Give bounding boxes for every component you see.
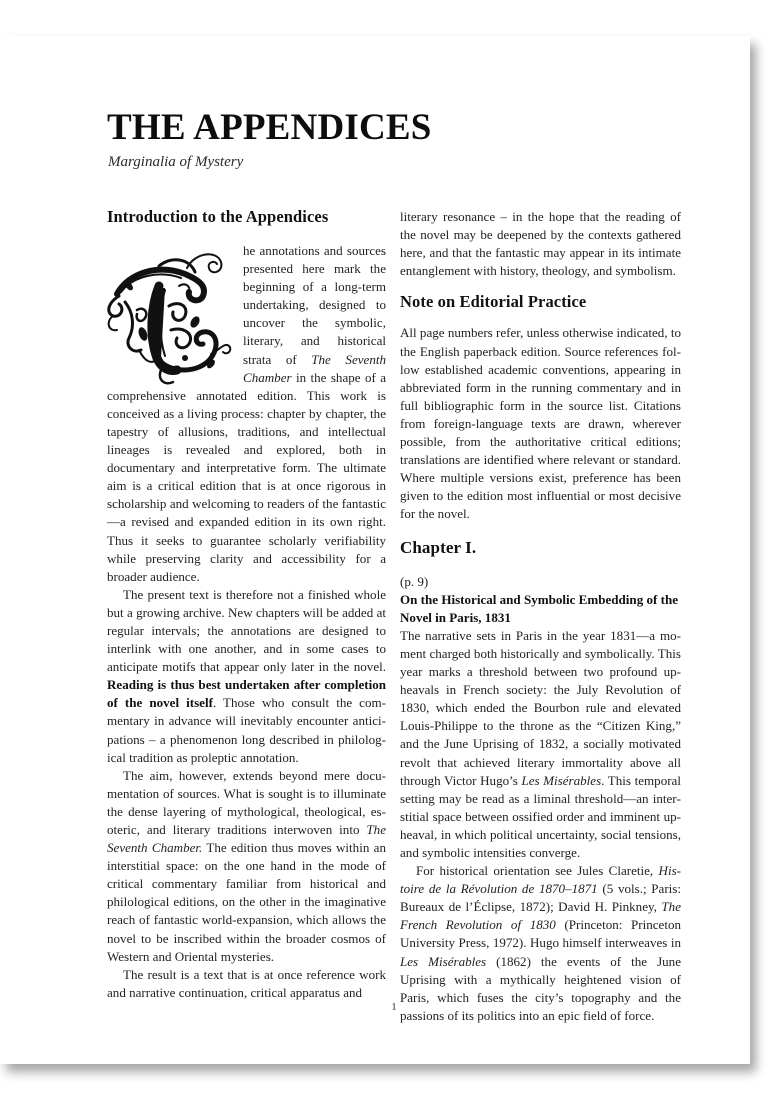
introduction-paragraph-1: he annotations and sources presented here mark the beginning of a long-term undertaking, designed to uncover the symbolic, literary, and historical strata of The Seventh Chamber in the shape of a comprehensive annotated edition. This work is conceived as a living process: chapter by chapter, the tapestry of allusions, traditions, and intellectual lineages is revealed and explored, both in documentary and interpretative form. The ultimate aim is a critical edition that is at once rigorous in scholarship and welcoming to readers of the fantastic—a revised and expanded edition in its own right. Thus it seeks to guarantee scholarly verifiability while preserving clarity and accessibility for a broader audience. (107, 242, 386, 586)
title-reference: The Seventh Chamber. (107, 822, 386, 856)
chapter-paragraph-1: The narrative sets in Paris in the year 1831—a moment charged both historically and symbolically. This year marks a threshold between two profound upheavals in French society: the July Revolution of 1830, which ended the Bourbon rule and elevated Louis-Philippe to the throne as the “Citizen King,” and the June Uprising of 1832, a socially motivated revolt that achieved literary immortality above all through Victor Hugo’s Les Misérables. This temporal setting may be read as a liminal threshold—an interstitial space between ossified order and imminent upheaval, in which political uncertainty, social tensions, and symbolic intensities converge. (400, 627, 681, 860)
introduction-paragraph-4-continued: literary resonance – in the hope that the reading of the novel may be deepened by the contexts gathered here, and that the fantastic may appear in its intimate entanglement with history, theology, and symbolism. (400, 209, 681, 279)
title-reference: Les Misérables (521, 772, 602, 788)
introduction-paragraph-2: The present text is therefore not a finished whole but a growing archive. New chapters will be added at regular intervals; the annotations are designed to interlink with one another, and in some cases to anticipate motifs that appear only later in the novel. Reading is thus best undertaken after completion of the novel itself. Those who consult the commentary in advance will inevitably encounter anticipations – a phenomenon long described in philological tradition as proleptic annotation. (107, 586, 387, 765)
document-page (0, 36, 750, 1064)
introduction-paragraph-4: The result is a text that is at once reference work and narrative continuation, critical apparatus and (107, 966, 386, 1000)
left-column (107, 208, 386, 1002)
chapter-heading: Chapter I. (400, 537, 477, 557)
editorial-note-text: All page numbers refer, unless otherwise indicated, to the English paperback edition. Source references follow established academic conventions, appearing in abbreviated form in the running commentary and in full bibliographic form in the source list. Citations from foreign-language texts are drawn, wherever possible, from the authoritative critical editions; translations are identified where relevant or standard. Where multiple versions exist, preference has been given to the edition most influential or most decisive for the novel. (400, 325, 681, 522)
citation-title: Histoire de la Révolution de 1870–1871 (400, 863, 681, 897)
reading-advice-emphasis: Reading is thus best undertaken after completion of the novel itself (107, 677, 386, 711)
page-number: 1 (391, 1001, 397, 1013)
chapter-paragraph-2: For historical orientation see Jules Claretie, Histoire de la Révolution de 1870–1871 (5 vols.; Paris: Bureaux de l’Éclipse, 1872); David H. Pinkney, The French Revolution of 1830 (Princeton: Princeton University Press, 1972). Hugo himself interweaves in Les Misérables (1862) the events of the June Uprising with a mythically heightened vision of Paris, which fuses the city’s topography and the passions of its politics into an epic field of force. (400, 863, 681, 1023)
page-reference: (p. 9) (400, 573, 429, 589)
editorial-note-heading: Note on Editorial Practice (400, 292, 587, 312)
chapter-subheading: On the Historical and Symbolic Embedding of the Novel in Paris, 1831 (400, 591, 678, 625)
introduction-paragraph-3: The aim, however, extends beyond mere documentation of sources. What is sought is to illuminate the dense layering of mythological, theological, esoteric, and literary traditions interwoven into The Seventh Chamber. The edition thus moves within an interstitial space: on the one hand in the mode of critical commentary familiar from historical and philological editions, on the other in the imaginative reach of fantastic world-expansion, which allows the novel to be inscribed within the broader cosmos of Western and Oriental mysteries. (107, 767, 386, 964)
title-reference: The Seventh Chamber (243, 351, 386, 385)
introduction-heading: Introduction to the Appendices (107, 207, 329, 226)
page-subtitle: Marginalia of Mystery (108, 154, 244, 170)
right-column (400, 208, 681, 1025)
page-title: THE APPENDICES (107, 107, 432, 148)
citation-title: Les Misérables (400, 953, 487, 969)
ornate-initial-t-icon (99, 246, 237, 386)
citation-title: The French Revolution of 1830 (400, 899, 681, 933)
